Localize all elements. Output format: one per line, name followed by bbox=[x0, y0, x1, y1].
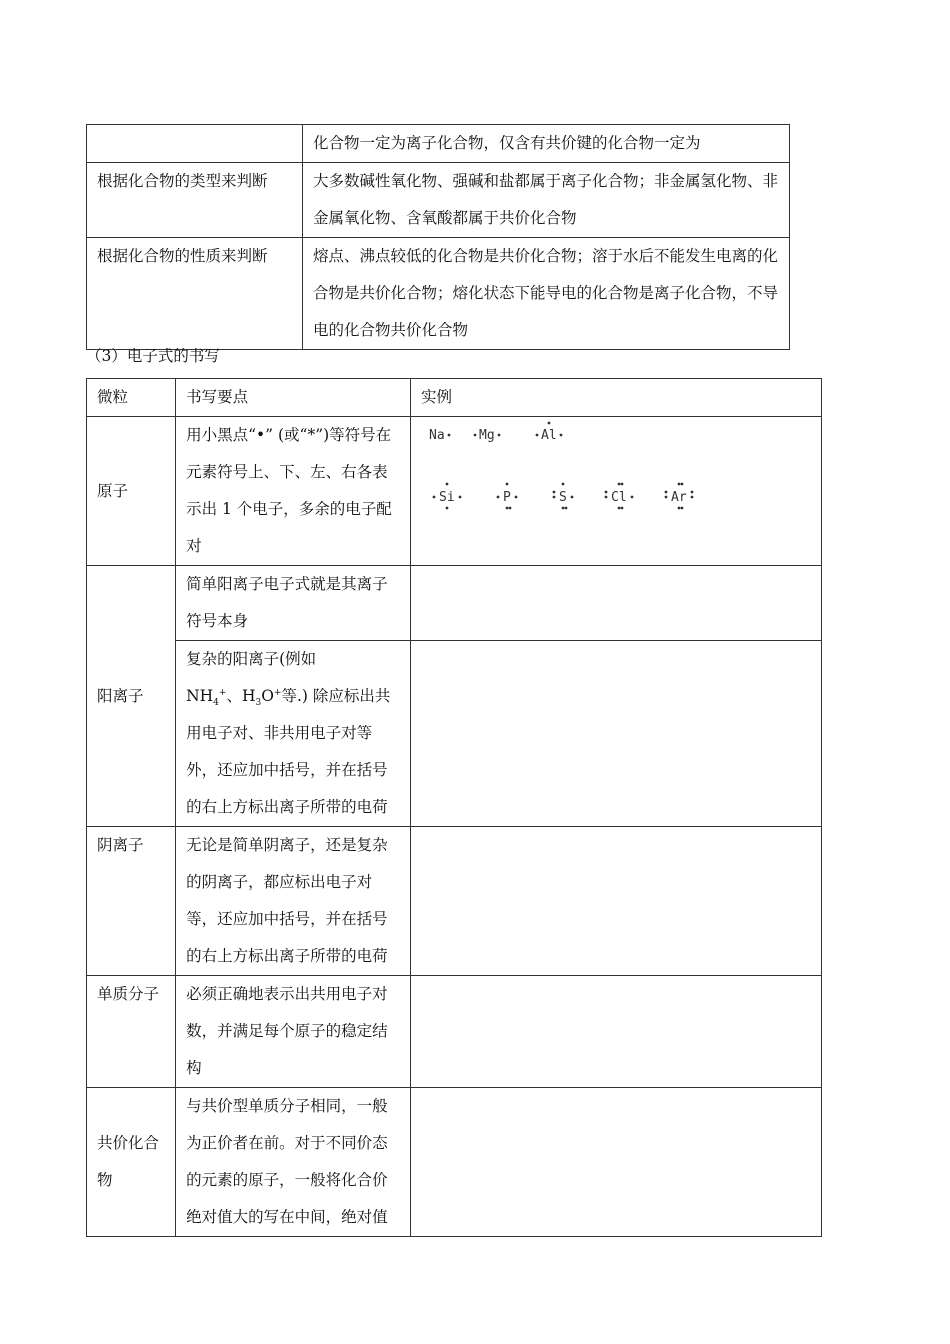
row-label-cation: 阳离子 bbox=[87, 566, 176, 827]
row-label-anion: 阴离子 bbox=[87, 827, 176, 976]
header-particle: 微粒 bbox=[87, 379, 176, 417]
covalent-examples bbox=[411, 1088, 822, 1237]
electron-dot bbox=[618, 483, 621, 486]
atom-symbol: Na bbox=[429, 428, 445, 443]
anion-examples bbox=[411, 827, 822, 976]
electron-dot bbox=[553, 496, 556, 499]
atom-symbol: Si bbox=[439, 490, 455, 505]
table-row bbox=[87, 641, 822, 827]
superscript: + bbox=[273, 687, 282, 698]
electron-dot bbox=[691, 491, 694, 494]
section-title: （3）电子式的书写 bbox=[86, 347, 220, 365]
electron-dot bbox=[681, 507, 684, 510]
electron-dot bbox=[433, 496, 436, 499]
electron-dot bbox=[562, 483, 565, 486]
row-point-covalent: 与共价型单质分子相同，一般为正价者在前。对于不同价态的元素的原子，一般将化合价绝对值大的写在中间，绝对值 bbox=[176, 1088, 411, 1237]
atom-formula-image bbox=[421, 417, 811, 527]
electron-dot bbox=[605, 491, 608, 494]
atom-symbol: Cl bbox=[611, 490, 627, 505]
electron-dot bbox=[548, 422, 551, 425]
row-point-anion: 无论是简单阴离子，还是复杂的阴离子，都应标出电子对等，还应加中括号，并在括号的右上方标出离子所带的电荷 bbox=[176, 827, 411, 976]
electron-dot bbox=[560, 434, 563, 437]
atom-electron-dot-formulas bbox=[421, 417, 811, 527]
electron-dot bbox=[498, 434, 501, 437]
table-row bbox=[87, 976, 822, 1088]
criteria-table bbox=[86, 124, 790, 350]
text-span: O bbox=[261, 687, 274, 705]
electron-dot bbox=[497, 496, 500, 499]
criteria-text: 大多数碱性氧化物、强碱和盐都属于离子化合物；非金属氢化物、非金属氧化物、含氧酸都属于共价化合物 bbox=[303, 163, 790, 238]
table-row bbox=[87, 1088, 822, 1237]
element-molecule-formulas bbox=[421, 976, 701, 1016]
electron-dot bbox=[553, 491, 556, 494]
atom-symbol: P bbox=[503, 490, 511, 505]
atom-symbol: S bbox=[559, 490, 567, 505]
atom-symbol: Al bbox=[541, 428, 557, 443]
atom-symbol: Ar bbox=[671, 490, 687, 505]
electron-dot bbox=[448, 434, 451, 437]
electron-dot bbox=[618, 507, 621, 510]
simple-cations bbox=[411, 566, 822, 641]
complex-cation-examples bbox=[411, 641, 822, 827]
electron-dot bbox=[446, 507, 449, 510]
criteria-text: 熔点、沸点较低的化合物是共价化合物；溶于水后不能发生电离的化合物是共价化合物；熔化状态下能导电的化合物是离子化合物，不导电的化合物共价化合物 bbox=[303, 238, 790, 350]
electron-dot bbox=[681, 483, 684, 486]
electron-dot bbox=[509, 507, 512, 510]
electron-dot bbox=[631, 496, 634, 499]
header-examples: 实例 bbox=[411, 379, 822, 417]
table-row bbox=[87, 417, 822, 566]
criteria-text: 化合物一定为离子化合物，仅含有共价键的化合物一定为 bbox=[303, 125, 790, 163]
text-span: 、H bbox=[226, 687, 256, 705]
electron-dot bbox=[665, 496, 668, 499]
table-row bbox=[87, 238, 790, 350]
electron-dot bbox=[605, 496, 608, 499]
electron-dot bbox=[562, 507, 565, 510]
row-point-atom: 用小黑点“•” (或“*”)等符号在元素符号上、下、左、右各表示出 1 个电子，多余的电子配对 bbox=[176, 417, 411, 566]
criteria-label: 根据化合物的类型来判断 bbox=[87, 163, 303, 238]
electron-dot bbox=[506, 507, 509, 510]
row-point-cation-complex bbox=[176, 641, 411, 827]
electron-dot bbox=[571, 496, 574, 499]
table-row bbox=[87, 566, 822, 641]
electron-dot bbox=[536, 434, 539, 437]
electron-dot bbox=[678, 483, 681, 486]
electron-dot bbox=[474, 434, 477, 437]
subscript: 4 bbox=[213, 698, 219, 709]
atom-symbol: Mg bbox=[479, 428, 495, 443]
covalent-compound-formulas bbox=[421, 1088, 721, 1148]
row-point-element-molecule: 必须正确地表示出共用电子对数，并满足每个原子的稳定结构 bbox=[176, 976, 411, 1088]
row-point-cation-simple: 简单阳离子电子式就是其离子符号本身 bbox=[176, 566, 411, 641]
table-row bbox=[87, 827, 822, 976]
row-label-atom: 原子 bbox=[87, 417, 176, 566]
criteria-label: 根据化合物的性质来判断 bbox=[87, 238, 303, 350]
electron-dot bbox=[515, 496, 518, 499]
row-label-element-molecule: 单质分子 bbox=[87, 976, 176, 1088]
criteria-label bbox=[87, 125, 303, 163]
subscript: 3 bbox=[255, 698, 262, 709]
electron-dot bbox=[621, 507, 624, 510]
electron-dot bbox=[446, 483, 449, 486]
electron-dot bbox=[621, 483, 624, 486]
text-span: 等.) 除应标出共用电子对、非共用电子对等外，还应加中括号，并在括号的右上方标出离子所带的电荷 bbox=[186, 687, 391, 816]
text-span: 复杂的阳离子(例如 bbox=[186, 650, 317, 668]
atom-examples bbox=[411, 417, 822, 566]
molecule-examples bbox=[411, 976, 822, 1088]
electron-formula-table bbox=[86, 378, 822, 1237]
electron-dot bbox=[565, 507, 568, 510]
electron-dot bbox=[506, 483, 509, 486]
electron-dot bbox=[678, 507, 681, 510]
complex-cation-formulas bbox=[421, 641, 681, 701]
electron-dot bbox=[665, 491, 668, 494]
table-row bbox=[87, 125, 790, 163]
text-span: NH bbox=[186, 687, 214, 705]
electron-dot bbox=[691, 496, 694, 499]
table-row bbox=[87, 163, 790, 238]
electron-dot bbox=[459, 496, 462, 499]
anion-formulas bbox=[421, 827, 721, 937]
table-header-row bbox=[87, 379, 822, 417]
row-label-covalent: 共价化合物 bbox=[87, 1088, 176, 1237]
header-points: 书写要点 bbox=[176, 379, 411, 417]
superscript: + bbox=[218, 687, 227, 698]
